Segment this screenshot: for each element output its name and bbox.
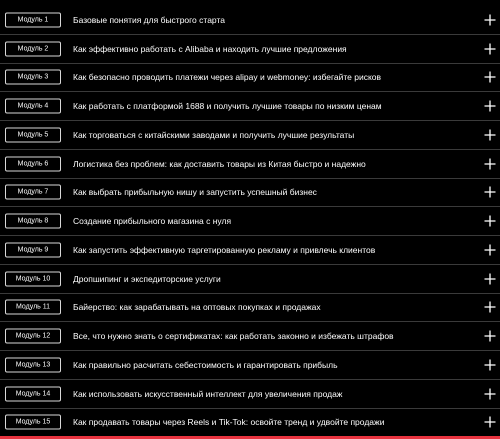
module-title: Байерство: как зарабатывать на оптовых покупках и продажах: [73, 302, 321, 313]
module-title: Создание прибыльного магазина с нуля: [73, 216, 232, 227]
module-row[interactable]: [0, 207, 500, 236]
module-title: Как продавать товары через Reels и Tik-Tok: освойте тренд и удвойте продажи: [73, 417, 385, 428]
module-row[interactable]: [0, 6, 500, 35]
module-row[interactable]: [0, 322, 500, 351]
module-row[interactable]: [0, 380, 500, 409]
module-badge: Модуль 12: [5, 329, 61, 344]
module-badge: Модуль 2: [5, 41, 61, 56]
module-row[interactable]: [0, 35, 500, 64]
plus-icon[interactable]: [484, 71, 496, 83]
plus-icon[interactable]: [484, 129, 496, 141]
module-badge: Модуль 6: [5, 156, 61, 171]
module-title: Как торговаться с китайскими заводами и получить лучшие результаты: [73, 129, 355, 140]
plus-icon[interactable]: [484, 416, 496, 428]
module-title: Как безопасно проводить платежи через alipay и webmoney: избегайте рисков: [73, 72, 382, 83]
module-badge: Модуль 14: [5, 386, 61, 401]
module-title: Как работать с платформой 1688 и получить лучшие товары по низким ценам: [73, 101, 382, 112]
module-row[interactable]: [0, 64, 500, 93]
module-row[interactable]: [0, 179, 500, 208]
module-title: Как выбрать прибыльную нишу и запустить успешный бизнес: [73, 187, 317, 198]
module-row[interactable]: [0, 294, 500, 323]
module-row[interactable]: [0, 265, 500, 294]
module-badge: Модуль 8: [5, 214, 61, 229]
module-row[interactable]: [0, 351, 500, 380]
module-row[interactable]: [0, 92, 500, 121]
module-badge: Модуль 5: [5, 127, 61, 142]
module-badge: Модуль 15: [5, 415, 61, 430]
module-badge: Модуль 4: [5, 99, 61, 114]
module-badge: Модуль 13: [5, 357, 61, 372]
module-title: Все, что нужно знать о сертификатах: как работать законно и избежать штрафов: [73, 331, 394, 342]
plus-icon[interactable]: [484, 215, 496, 227]
plus-icon[interactable]: [484, 43, 496, 55]
plus-icon[interactable]: [484, 330, 496, 342]
module-title: Базовые понятия для быстрого старта: [73, 14, 225, 25]
module-title: Как использовать искусственный интеллект для увеличения продаж: [73, 388, 343, 399]
module-badge: Модуль 11: [5, 300, 61, 315]
plus-icon[interactable]: [484, 388, 496, 400]
plus-icon[interactable]: [484, 273, 496, 285]
module-list: [0, 6, 500, 437]
plus-icon[interactable]: [484, 244, 496, 256]
plus-icon[interactable]: [484, 359, 496, 371]
module-row[interactable]: [0, 150, 500, 179]
module-badge: Модуль 1: [5, 12, 61, 27]
plus-icon[interactable]: [484, 158, 496, 170]
module-title: Как эффективно работать с Alibaba и находить лучшие предложения: [73, 43, 347, 54]
plus-icon[interactable]: [484, 100, 496, 112]
module-row[interactable]: [0, 121, 500, 150]
module-title: Дропшипинг и экспедиторские услуги: [73, 273, 221, 284]
module-title: Логистика без проблем: как доставить товары из Китая быстро и надежно: [73, 158, 366, 169]
module-row[interactable]: [0, 409, 500, 438]
plus-icon[interactable]: [484, 186, 496, 198]
module-badge: Модуль 10: [5, 271, 61, 286]
module-badge: Модуль 7: [5, 185, 61, 200]
plus-icon[interactable]: [484, 301, 496, 313]
module-title: Как правильно расчитать себестоимость и гарантировать прибыль: [73, 359, 338, 370]
module-row[interactable]: [0, 236, 500, 265]
module-badge: Модуль 9: [5, 242, 61, 257]
module-title: Как запустить эффективную таргетированную рекламу и привлечь клиентов: [73, 244, 376, 255]
module-badge: Модуль 3: [5, 70, 61, 85]
plus-icon[interactable]: [484, 14, 496, 26]
